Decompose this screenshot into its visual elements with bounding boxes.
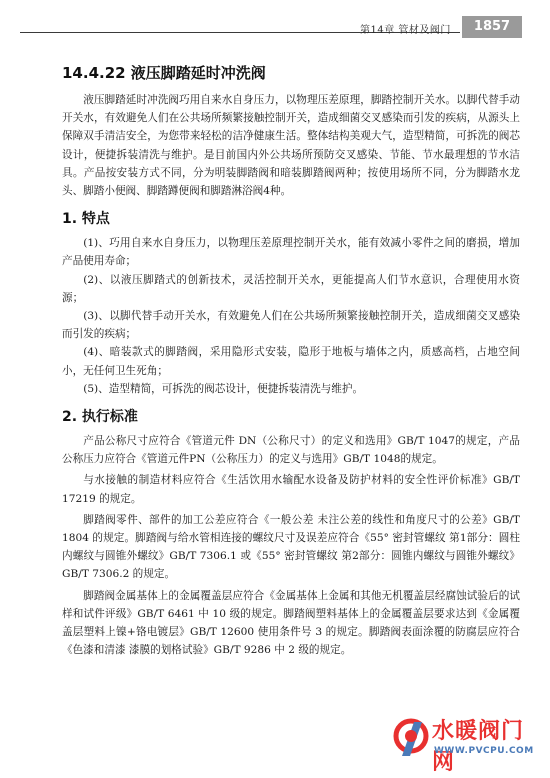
- watermark-url: WWW.PVCPU.COM: [434, 746, 534, 756]
- standards-paragraph: 与水接触的制造材料应符合《生活饮用水输配水设备及防护材料的安全性评价标准》GB/T 17219 的规定。: [62, 474, 520, 505]
- feature-item: (2)、以液压脚踏式的创新技术，灵活控制开关水，更能提高人们节水意识，合理使用水资源；: [62, 273, 520, 304]
- feature-item: (5)、造型精简，可拆洗的阀芯设计，便捷拆装清洗与维护。: [83, 382, 364, 395]
- page-number: 1857: [462, 16, 522, 38]
- site-watermark: [388, 712, 538, 775]
- feature-item: (3)、以脚代替手动开关水，有效避免人们在公共场所频繁接触控制开关，造成细菌交叉感染而引发的疾病；: [62, 310, 520, 341]
- features-heading: 1. 特点: [62, 211, 110, 228]
- standards-paragraph: 脚踏阀金属基体上的金属覆盖层应符合《金属基体上金属和其他无机覆盖层经腐蚀试验后的试样和试件评级》GB/T 6461 中 10 级的规定。脚踏阀塑料基体上的金属覆盖层要求达到《金属覆盖层塑料上镍+铬电镀层》GB/T 12600 使用条件号 3 的规定。脚踏阀表面涂覆的防腐层应符合《色漆和清漆 漆膜的划格试验》GB/T 9286 中 2 级的规定。: [62, 589, 520, 657]
- standards-heading: 2. 执行标准: [62, 409, 138, 426]
- watermark-brand: 水暖阀门网: [432, 719, 525, 775]
- feature-item: (4)、暗装款式的脚踏阀，采用隐形式安装，隐形于地板与墙体之内，质感高档，占地空间小，无任何卫生死角；: [62, 346, 520, 377]
- standards-paragraph: 产品公称尺寸应符合《管道元件 DN（公称尺寸）的定义和选用》GB/T 1047的规定，产品公称压力应符合《管道元件PN（公称压力）的定义与选用》GB/T 1048的规定。: [62, 435, 520, 466]
- page-content: [62, 62, 520, 662]
- section-title: 14.4.22 液压脚踏延时冲洗阀: [62, 64, 266, 82]
- chapter-title: 第14章 管材及阀门: [360, 25, 451, 36]
- standards-body: [62, 432, 520, 659]
- running-header: [0, 10, 550, 40]
- features-list: [62, 234, 520, 398]
- feature-item: (1)、巧用自来水自身压力，以物理压差原理控制开关水，能有效减小零件之间的磨损，增加产品使用寿命；: [62, 237, 520, 268]
- standards-paragraph: 脚踏阀零件、部件的加工公差应符合《一般公差 未注公差的线性和角度尺寸的公差》GB/T 1804 的规定。脚踏阀与给水管相连接的螺纹尺寸及误差应符合《55° 密封管螺纹 第1部分：圆柱内螺纹与圆锥外螺纹》GB/T 7306.1 或《55° 密封管螺纹 第2部分：圆锥内螺纹与圆锥外螺纹》GB/T 7306.2 的规定。: [62, 513, 520, 581]
- intro-paragraph: 液压脚踏延时冲洗阀巧用自来水自身压力，以物理压差原理，脚踏控制开关水。以脚代替手动开关水，有效避免人们在公共场所频繁接触控制开关，造成细菌交叉感染而引发的疾病，从源头上保障双手清洁安全，为您带来轻松的洁净健康生活。整体结构美观大气，造型精简，可拆洗的阀芯设计，便捷拆装清洗与维护。是目前国内外公共场所预防交叉感染、节能、节水最理想的节水洁具。产品按安装方式不同，分为明装脚踏阀和暗装脚踏阀两种；按使用场所不同，分为脚踏水龙头、脚踏小便阀、脚踏蹲便阀和脚踏淋浴阀4种。: [62, 94, 520, 198]
- watermark-logo-icon: [392, 716, 430, 760]
